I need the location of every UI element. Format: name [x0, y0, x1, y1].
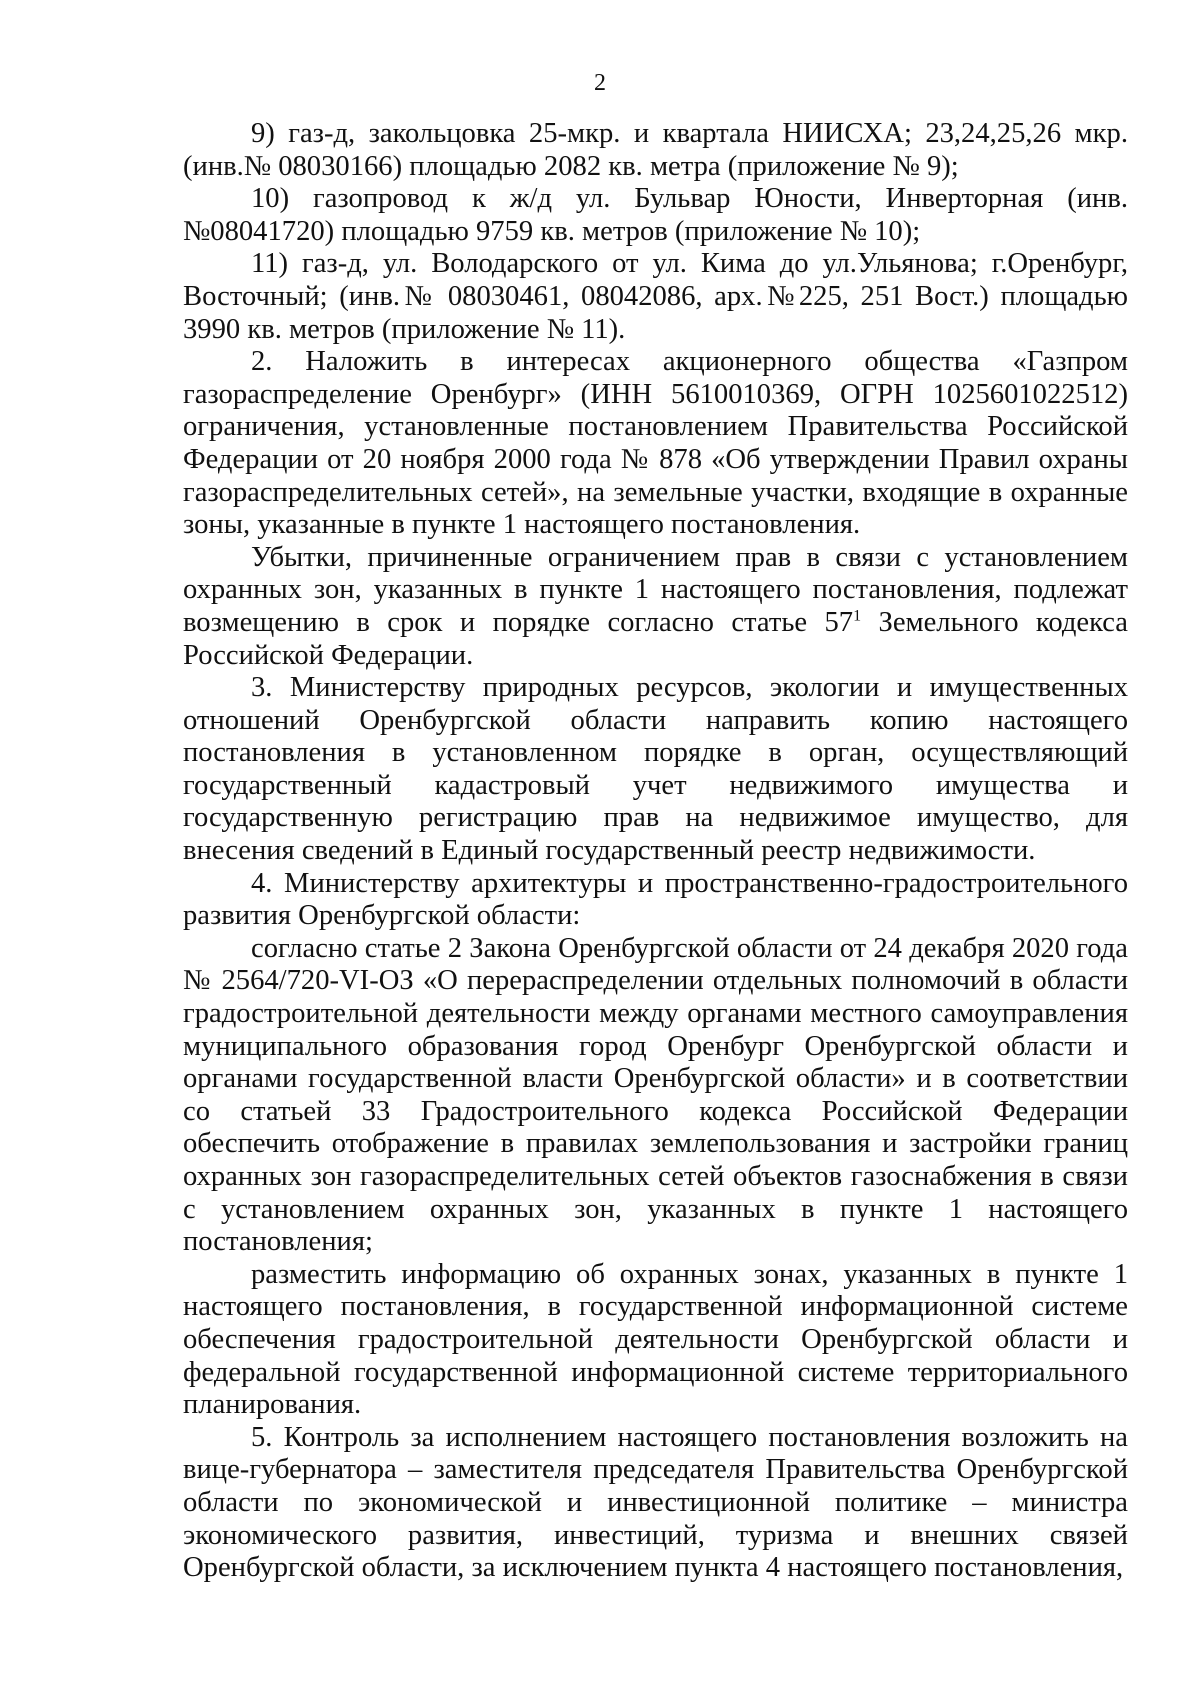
paragraph-losses	[183, 542, 1128, 672]
paragraph-section-4: 4. Министерству архитектуры и пространственно-градостроительного развития Оренбургской области:	[183, 867, 1128, 932]
paragraph-item-10: 10) газопровод к ж/д ул. Бульвар Юности, Инверторная (инв. №08041720) площадью 9759 кв. метров (приложение № 10);	[183, 183, 1128, 247]
paragraph-losses-text: Убытки, причиненные ограничением прав в связи с установлением охранных зон, указанных в пункте 1 настоящего постановления, подлежат возмещению в срок и порядке согласно статье 57	[183, 541, 1128, 638]
paragraph-section-2: 2. Наложить в интересах акционерного общества «Газпром газораспределение Оренбург» (ИНН 5610010369, ОГРН 1025601022512) ограничения, установленные постановлением Правительства Российской Федерации от 20 ноября 2000 года № 878 «Об утверждении Правил охраны газораспределительных сетей», на земельные участки, входящие в охранные зоны, указанные в пункте 1 настоящего постановления.	[183, 346, 1128, 541]
paragraph-section-4-item-1: согласно статье 2 Закона Оренбургской области от 24 декабря 2020 года № 2564/720-VI-ОЗ «О перераспределении отдельных полномочий в области градостроительной деятельности между органами местного самоуправления муниципального образования город Оренбург Оренбургской области и органами государственной власти Оренбургской области» и в соответствии со статьей 33 Градостроительного кодекса Российской Федерации обеспечить отображение в правилах землепользования и застройки границ охранных зон газораспределительных сетей объектов газоснабжения в связи с установлением охранных зон, указанных в пункте 1 настоящего постановления;	[183, 932, 1128, 1258]
paragraph-section-4-item-2: разместить информацию об охранных зонах, указанных в пункте 1 настоящего постановления, в государственной информационной системе обеспечения градостроительной деятельности Оренбургской области и федеральной государственной информационной системе территориального планирования.	[183, 1258, 1128, 1421]
paragraph-item-9: 9) газ-д, закольцовка 25-мкр. и квартала НИИСХА; 23,24,25,26 мкр. (инв.№ 08030166) площадью 2082 кв. метра (приложение № 9);	[183, 118, 1128, 182]
paragraph-section-3: 3. Министерству природных ресурсов, экологии и имущественных отношений Оренбургской области направить копию настоящего постановления в установленном порядке в орган, осуществляющий государственный кадастровый учет недвижимого имущества и государственную регистрацию прав на недвижимое имущество, для внесения сведений в Единый государственный реестр недвижимости.	[183, 672, 1128, 867]
footnote-marker: 1	[853, 607, 862, 625]
page-number: 2	[594, 70, 606, 96]
paragraph-losses-tail: Земельного кодекса Российской Федерации.	[183, 606, 1128, 671]
paragraph-section-5: 5. Контроль за исполнением настоящего постановления возложить на вице-губернатора – заместителя председателя Правительства Оренбургской области по экономической и инвестиционной политике – министра экономического развития, инвестиций, туризма и внешних связей Оренбургской области, за исключением пункта 4 настоящего постановления,	[183, 1421, 1128, 1584]
paragraph-item-11: 11) газ-д, ул. Володарского от ул. Кима до ул.Ульянова; г.Оренбург, Восточный; (инв.№ 08030461, 08042086, арх.№225, 251 Вост.) площадью 3990 кв. метров (приложение № 11).	[183, 248, 1128, 345]
document-body	[183, 118, 1128, 1585]
